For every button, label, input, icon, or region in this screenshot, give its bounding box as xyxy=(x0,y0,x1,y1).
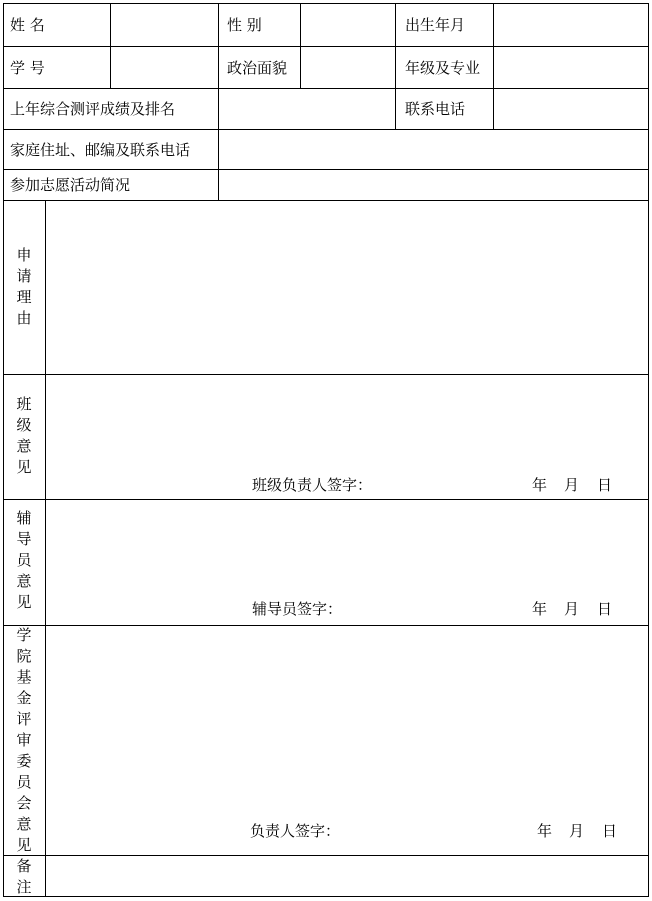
gender-field[interactable] xyxy=(301,4,395,46)
rule-bottom xyxy=(3,896,649,897)
name-field[interactable] xyxy=(111,4,218,46)
name-label: 姓 名 xyxy=(10,16,45,34)
reason-label: 申请理由 xyxy=(16,246,32,327)
rule-left xyxy=(3,3,4,897)
class-date-month: 月 xyxy=(564,476,580,494)
political-label: 政治面貌 xyxy=(227,59,288,77)
counselor-date-month: 月 xyxy=(564,600,580,618)
committee-signature-label: 负责人签字： xyxy=(250,822,341,840)
gender-label: 性 别 xyxy=(227,16,262,34)
phone-field[interactable] xyxy=(494,89,648,129)
rule-right xyxy=(648,3,649,897)
birth-field[interactable] xyxy=(494,4,648,46)
last-year-eval-field[interactable] xyxy=(219,89,395,129)
notes-label: 备注 xyxy=(16,857,32,896)
phone-label: 联系电话 xyxy=(405,100,466,118)
class-date-day: 日 xyxy=(597,476,613,494)
student-id-label: 学 号 xyxy=(10,59,45,77)
class-signature-label: 班级负责人签字： xyxy=(252,476,373,494)
political-field[interactable] xyxy=(301,47,395,88)
last-year-eval-label: 上年综合测评成绩及排名 xyxy=(10,100,176,118)
grade-major-field[interactable] xyxy=(494,47,648,88)
counselor-date-day: 日 xyxy=(597,600,613,618)
volunteer-field[interactable] xyxy=(219,170,648,200)
committee-opinion-field[interactable] xyxy=(46,626,648,855)
committee-opinion-label: 学院基金评审委员会意见 xyxy=(16,626,32,854)
address-label: 家庭住址、邮编及联系电话 xyxy=(10,141,191,159)
counselor-opinion-field[interactable] xyxy=(46,500,648,625)
student-id-field[interactable] xyxy=(111,47,218,88)
grade-major-label: 年级及专业 xyxy=(405,59,481,77)
class-opinion-label: 班级意见 xyxy=(16,395,32,476)
volunteer-label: 参加志愿活动简况 xyxy=(10,176,131,194)
counselor-opinion-label: 辅导员意见 xyxy=(16,509,32,611)
rule-col-b xyxy=(218,3,219,89)
class-date-year: 年 xyxy=(532,476,548,494)
committee-date-year: 年 xyxy=(537,822,553,840)
rule-col-d xyxy=(395,3,396,130)
committee-date-day: 日 xyxy=(602,822,618,840)
address-field[interactable] xyxy=(219,130,648,169)
notes-field[interactable] xyxy=(46,856,648,896)
birth-label: 出生年月 xyxy=(405,16,466,34)
counselor-date-year: 年 xyxy=(532,600,548,618)
counselor-signature-label: 辅导员签字： xyxy=(252,600,343,618)
reason-field[interactable] xyxy=(46,201,648,374)
committee-date-month: 月 xyxy=(569,822,585,840)
